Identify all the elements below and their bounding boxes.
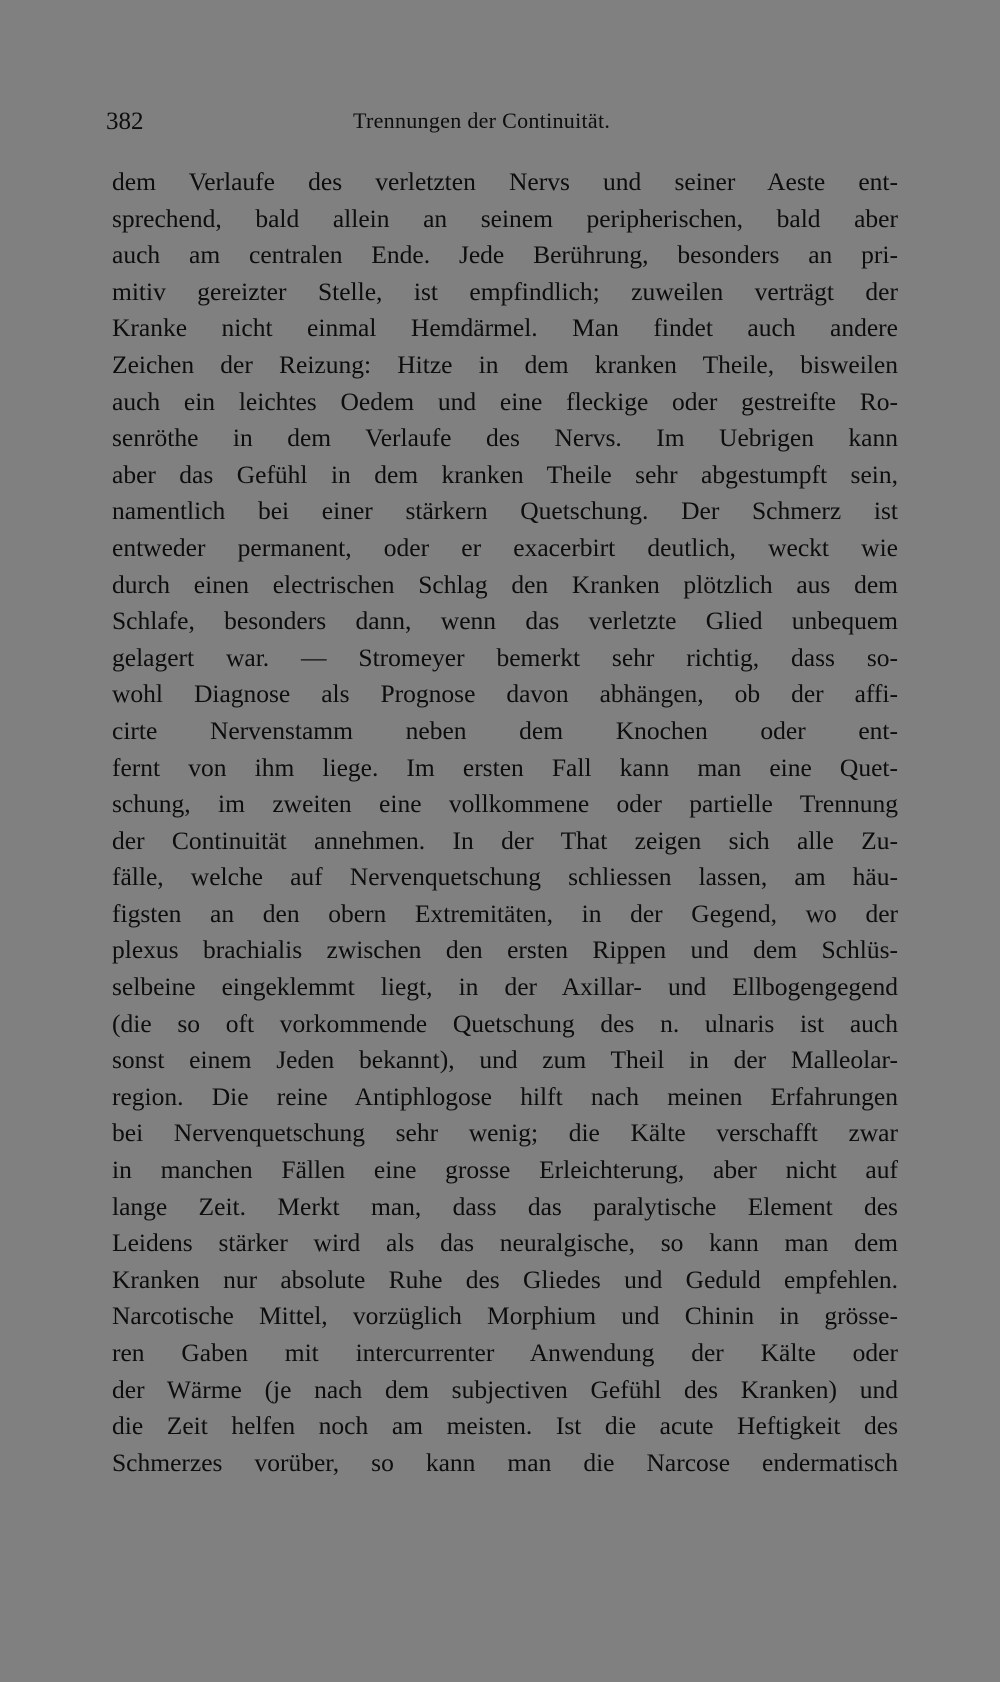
text-line: ren Gaben mit intercurrenter Anwendung der Kälte oder: [112, 1338, 898, 1367]
text-line: namentlich bei einer stärkern Quetschung. Der Schmerz ist: [112, 496, 898, 526]
page-header: [0, 108, 1000, 142]
text-line: fernt von ihm liege. Im ersten Fall kann man eine Quet-: [112, 752, 898, 782]
text-line: der Continuität annehmen. In der That zeigen sich alle Zu-: [112, 825, 898, 855]
text-line: wohl Diagnose als Prognose davon abhängen, ob der affi-: [112, 679, 898, 709]
text-line: schung, im zweiten eine vollkommene oder partielle Trennung: [112, 789, 898, 819]
text-line: Kranken nur absolute Ruhe des Gliedes und Geduld empfehlen.: [112, 1264, 898, 1294]
text-line: lange Zeit. Merkt man, dass das paralytische Element des: [112, 1191, 898, 1221]
text-line: region. Die reine Antiphlogose hilft nach meinen Erfahrungen: [112, 1081, 898, 1111]
text-line: dem Verlaufe des verletzten Nervs und seiner Aeste ent-: [112, 167, 898, 196]
text-line: sonst einem Jeden bekannt), und zum Theil in der Malleolar-: [112, 1045, 898, 1075]
text-line: entweder permanent, oder er exacerbirt deutlich, weckt wie: [112, 532, 898, 562]
text-line: gelagert war. — Stromeyer bemerkt sehr richtig, dass so-: [112, 642, 898, 672]
text-line: Kranke nicht einmal Hemdärmel. Man findet auch andere: [112, 313, 898, 343]
text-line: Leidens stärker wird als das neuralgische, so kann man dem: [112, 1228, 898, 1258]
text-line: senröthe in dem Verlaufe des Nervs. Im Uebrigen kann: [112, 423, 898, 453]
text-line: die Zeit helfen noch am meisten. Ist die acute Heftigkeit des: [112, 1411, 898, 1441]
text-line: fälle, welche auf Nervenquetschung schliessen lassen, am häu-: [112, 862, 898, 892]
text-line: Narcotische Mittel, vorzüglich Morphium und Chinin in grösse-: [112, 1301, 898, 1331]
text-line: durch einen electrischen Schlag den Kranken plötzlich aus dem: [112, 569, 898, 599]
text-line: figsten an den obern Extremitäten, in der Gegend, wo der: [112, 898, 898, 928]
text-line: selbeine eingeklemmt liegt, in der Axillar- und Ellbogengegend: [112, 972, 898, 1002]
text-line: auch am centralen Ende. Jede Berührung, besonders an pri-: [112, 240, 898, 270]
text-line: Schlafe, besonders dann, wenn das verletzte Glied unbequem: [112, 606, 898, 636]
page-number: 382: [106, 108, 144, 135]
text-line: der Wärme (je nach dem subjectiven Gefühl des Kranken) und: [112, 1374, 898, 1404]
text-line: sprechend, bald allein an seinem peripherischen, bald aber: [112, 203, 898, 233]
text-line: plexus brachialis zwischen den ersten Rippen und dem Schlüs-: [112, 935, 898, 965]
text-line: Zeichen der Reizung: Hitze in dem kranken Theile, bisweilen: [112, 349, 898, 379]
text-line: aber das Gefühl in dem kranken Theile sehr abgestumpft sein,: [112, 459, 898, 489]
text-line: mitiv gereizter Stelle, ist empfindlich; zuweilen verträgt der: [112, 276, 898, 306]
text-line: Schmerzes vorüber, so kann man die Narcose endermatisch: [112, 1447, 898, 1477]
text-line: (die so oft vorkommende Quetschung des n. ulnaris ist auch: [112, 1008, 898, 1038]
text-line: cirte Nervenstamm neben dem Knochen oder ent-: [112, 715, 898, 745]
body-text: [112, 164, 898, 1481]
text-line: auch ein leichtes Oedem und eine fleckige oder gestreifte Ro-: [112, 386, 898, 416]
text-line: bei Nervenquetschung sehr wenig; die Kälte verschafft zwar: [112, 1118, 898, 1148]
running-head: Trennungen der Continuität.: [353, 108, 611, 133]
text-line: in manchen Fällen eine grosse Erleichterung, aber nicht auf: [112, 1155, 898, 1185]
